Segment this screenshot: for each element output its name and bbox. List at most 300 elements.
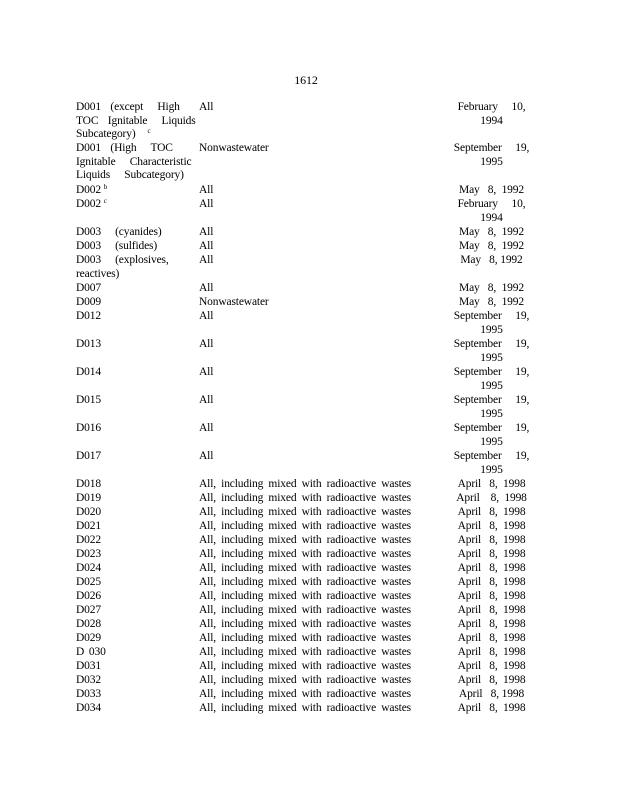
effective-date-cell xyxy=(445,520,538,534)
effective-date-cell xyxy=(445,184,538,198)
effective-date: February 10, xyxy=(457,101,526,113)
applicability-cell: All xyxy=(199,422,214,434)
applicability-word: with xyxy=(301,492,322,504)
applicability-word: mixed xyxy=(268,618,297,630)
waste-code-cell xyxy=(76,604,199,618)
effective-date: May 8, 1992 xyxy=(459,184,524,196)
applicability-word: including xyxy=(221,548,264,560)
waste-code-cell xyxy=(76,450,199,464)
effective-date: April 8, 1998 xyxy=(457,604,526,616)
applicability-cell xyxy=(199,646,411,660)
applicability-cell: All xyxy=(199,310,214,322)
applicability-word: All, xyxy=(199,618,216,630)
waste-code: D034 xyxy=(76,702,101,714)
table-row xyxy=(76,632,538,646)
waste-code: D014 xyxy=(76,366,101,378)
waste-code: D003 (cyanides) xyxy=(76,226,162,238)
table-row xyxy=(76,282,538,296)
applicability-word: mixed xyxy=(268,604,297,616)
applicability-word: All, xyxy=(199,492,216,504)
table-row xyxy=(76,604,538,618)
table-row xyxy=(76,240,538,254)
applicability-word: wastes xyxy=(381,618,411,630)
waste-code: D015 xyxy=(76,394,101,406)
waste-code: D017 xyxy=(76,450,101,462)
applicability-word: wastes xyxy=(381,520,411,532)
applicability-word: with xyxy=(301,590,322,602)
waste-code: D028 xyxy=(76,618,101,630)
waste-code-cell xyxy=(76,688,199,702)
applicability-word: radioactive xyxy=(326,562,377,574)
applicability-word: radioactive xyxy=(326,674,377,686)
effective-date: April 8, 1998 xyxy=(457,618,526,630)
applicability-cell: All xyxy=(199,254,214,266)
waste-code: D009 xyxy=(76,296,101,308)
effective-date-cell xyxy=(445,674,538,688)
applicability-word: wastes xyxy=(381,646,411,658)
applicability-cell: All xyxy=(199,184,214,196)
applicability-cell: All xyxy=(199,226,214,238)
applicability-word: wastes xyxy=(381,576,411,588)
applicability-word: with xyxy=(301,618,322,630)
waste-code: D027 xyxy=(76,604,101,616)
effective-date: April 8, 1998 xyxy=(457,660,526,672)
effective-date-cell xyxy=(445,660,538,674)
applicability-word: All, xyxy=(199,520,216,532)
applicability-word: All, xyxy=(199,646,216,658)
table-row xyxy=(76,702,538,716)
waste-code: D002 xyxy=(76,184,101,196)
applicability-word: including xyxy=(221,562,264,574)
applicability-word: wastes xyxy=(381,492,411,504)
effective-date: May 8, 1992 xyxy=(459,282,524,294)
table-row xyxy=(76,646,538,660)
applicability-word: mixed xyxy=(268,478,297,490)
applicability-word: with xyxy=(301,506,322,518)
waste-code: D018 xyxy=(76,478,101,490)
applicability-word: with xyxy=(301,562,322,574)
effective-date: September 19, xyxy=(453,366,530,378)
table-row xyxy=(76,590,538,604)
waste-code: D022 xyxy=(76,534,101,546)
waste-code-cell xyxy=(76,422,199,436)
effective-date: April 8, 1998 xyxy=(457,646,526,658)
applicability-word: wastes xyxy=(381,674,411,686)
waste-code-cell xyxy=(76,660,199,674)
applicability-word: radioactive xyxy=(326,618,377,630)
table-row xyxy=(76,562,538,576)
applicability-word: All, xyxy=(199,632,216,644)
waste-code-cell xyxy=(76,282,199,296)
waste-code-cell xyxy=(76,548,199,562)
applicability-word: including xyxy=(221,604,264,616)
applicability-word: mixed xyxy=(268,688,297,700)
applicability-word: All, xyxy=(199,702,216,714)
waste-code: D031 xyxy=(76,660,101,672)
table-row xyxy=(76,184,538,198)
effective-date: May 8, 1992 xyxy=(459,240,524,252)
applicability-word: including xyxy=(221,632,264,644)
applicability-cell xyxy=(199,562,411,576)
table-row xyxy=(76,254,538,282)
applicability-word: mixed xyxy=(268,590,297,602)
applicability-word: mixed xyxy=(268,506,297,518)
applicability-word: radioactive xyxy=(326,576,377,588)
applicability-cell: All xyxy=(199,198,214,210)
applicability-word: radioactive xyxy=(326,604,377,616)
table-row xyxy=(76,338,538,366)
waste-code: D002 xyxy=(76,198,101,210)
applicability-word: radioactive xyxy=(326,520,377,532)
effective-date-year: 1995 xyxy=(480,379,503,392)
applicability-cell xyxy=(199,534,411,548)
waste-code: D023 xyxy=(76,548,101,560)
applicability-word: wastes xyxy=(381,702,411,714)
waste-code-cell xyxy=(76,296,199,310)
waste-code-cell xyxy=(76,142,199,183)
table-row xyxy=(76,618,538,632)
effective-date-cell xyxy=(445,562,538,576)
effective-date-cell xyxy=(445,702,538,716)
applicability-word: All, xyxy=(199,576,216,588)
applicability-word: mixed xyxy=(268,492,297,504)
table-row xyxy=(76,101,538,142)
effective-date-cell xyxy=(445,450,538,477)
applicability-word: radioactive xyxy=(326,534,377,546)
effective-date: September 19, xyxy=(453,422,530,434)
applicability-word: All, xyxy=(199,548,216,560)
waste-code-cell xyxy=(76,646,199,660)
applicability-word: with xyxy=(301,702,322,714)
effective-date-cell xyxy=(445,254,538,268)
applicability-word: including xyxy=(221,478,264,490)
effective-date: September 19, xyxy=(453,310,530,322)
applicability-word: wastes xyxy=(381,548,411,560)
waste-code: D 030 xyxy=(76,646,106,658)
applicability-word: radioactive xyxy=(326,548,377,560)
applicability-word: All, xyxy=(199,506,216,518)
applicability-word: wastes xyxy=(381,604,411,616)
effective-date: May 8, 1992 xyxy=(459,296,524,308)
waste-code: D016 xyxy=(76,422,101,434)
applicability-word: with xyxy=(301,646,322,658)
effective-date-cell xyxy=(445,422,538,449)
table-row xyxy=(76,520,538,534)
waste-code: D003 (sulfides) xyxy=(76,240,158,252)
waste-code-cell xyxy=(76,618,199,632)
effective-date: September 19, xyxy=(453,450,530,462)
footnote-marker: c xyxy=(103,197,107,205)
waste-code: D026 xyxy=(76,590,101,602)
applicability-cell: All xyxy=(199,366,214,378)
effective-date: April 8, 1998 xyxy=(457,702,526,714)
table-row xyxy=(76,296,538,310)
applicability-word: All, xyxy=(199,590,216,602)
applicability-word: mixed xyxy=(268,702,297,714)
applicability-word: mixed xyxy=(268,576,297,588)
applicability-cell: All xyxy=(199,282,214,294)
effective-date: April 8, 1998 xyxy=(457,520,526,532)
applicability-word: All, xyxy=(199,688,216,700)
table-row xyxy=(76,534,538,548)
effective-date: April 8, 1998 xyxy=(457,590,526,602)
applicability-word: radioactive xyxy=(326,492,377,504)
applicability-cell xyxy=(199,478,411,492)
effective-date: April 8, 1998 xyxy=(458,688,525,700)
waste-code-cell xyxy=(76,478,199,492)
table-row xyxy=(76,366,538,394)
effective-date-cell xyxy=(445,142,538,169)
applicability-word: with xyxy=(301,674,322,686)
effective-date-cell xyxy=(445,226,538,240)
effective-date-cell xyxy=(445,604,538,618)
waste-code: D020 xyxy=(76,506,101,518)
table-row xyxy=(76,198,538,226)
applicability-word: radioactive xyxy=(326,632,377,644)
effective-date-year: 1995 xyxy=(480,155,503,168)
waste-code: D007 xyxy=(76,282,101,294)
table-row xyxy=(76,478,538,492)
applicability-word: mixed xyxy=(268,632,297,644)
effective-date: September 19, xyxy=(453,338,530,350)
effective-date-cell xyxy=(445,688,538,702)
applicability-word: with xyxy=(301,548,322,560)
waste-code-cell xyxy=(76,632,199,646)
effective-date-cell xyxy=(445,240,538,254)
effective-date-year: 1994 xyxy=(480,211,503,224)
applicability-cell xyxy=(199,660,411,674)
table-row xyxy=(76,506,538,520)
applicability-cell: All xyxy=(199,450,214,462)
applicability-word: mixed xyxy=(268,534,297,546)
applicability-word: radioactive xyxy=(326,478,377,490)
waste-code: D019 xyxy=(76,492,101,504)
applicability-cell xyxy=(199,506,411,520)
effective-date-cell xyxy=(445,618,538,632)
waste-code-cell xyxy=(76,101,199,142)
applicability-word: with xyxy=(301,660,322,672)
waste-code-cell xyxy=(76,590,199,604)
effective-date-year: 1995 xyxy=(480,407,503,420)
table-row xyxy=(76,492,538,506)
applicability-word: All, xyxy=(199,604,216,616)
applicability-cell xyxy=(199,702,411,716)
applicability-word: wastes xyxy=(381,478,411,490)
effective-date-cell xyxy=(445,576,538,590)
waste-code: D012 xyxy=(76,310,101,322)
waste-code: D029 xyxy=(76,632,101,644)
applicability-word: wastes xyxy=(381,534,411,546)
waste-code-cell xyxy=(76,394,199,408)
effective-date: September 19, xyxy=(453,142,530,154)
effective-date-cell xyxy=(445,338,538,365)
applicability-word: mixed xyxy=(268,548,297,560)
waste-code-cell xyxy=(76,506,199,520)
applicability-cell xyxy=(199,674,411,688)
page-number: 1612 xyxy=(294,73,318,87)
applicability-word: mixed xyxy=(268,562,297,574)
waste-code-cell xyxy=(76,198,199,212)
applicability-word: including xyxy=(221,492,264,504)
waste-code-cell xyxy=(76,254,199,281)
applicability-word: including xyxy=(221,702,264,714)
waste-code: D025 xyxy=(76,576,101,588)
effective-date: April 8, 1998 xyxy=(457,534,526,546)
effective-date-cell xyxy=(445,282,538,296)
table-row xyxy=(76,310,538,338)
applicability-word: with xyxy=(301,604,322,616)
effective-date-cell xyxy=(445,394,538,421)
applicability-word: with xyxy=(301,576,322,588)
applicability-word: including xyxy=(221,520,264,532)
effective-date: April 8, 1998 xyxy=(457,632,526,644)
applicability-word: radioactive xyxy=(326,506,377,518)
applicability-word: including xyxy=(221,576,264,588)
table-row xyxy=(76,688,538,702)
waste-code-cell xyxy=(76,492,199,506)
effective-date-cell xyxy=(445,548,538,562)
applicability-word: wastes xyxy=(381,506,411,518)
applicability-cell xyxy=(199,590,411,604)
effective-date: May 8, 1992 xyxy=(460,254,523,266)
waste-code: D033 xyxy=(76,688,101,700)
applicability-word: All, xyxy=(199,674,216,686)
table-row xyxy=(76,422,538,450)
applicability-word: mixed xyxy=(268,660,297,672)
waste-code: D001 (High TOC Ignitable Characteristic Liquids Subcategory) xyxy=(76,142,192,182)
applicability-cell xyxy=(199,688,411,702)
applicability-word: wastes xyxy=(381,562,411,574)
waste-code-cell xyxy=(76,184,199,198)
waste-code-cell xyxy=(76,366,199,380)
applicability-word: mixed xyxy=(268,646,297,658)
applicability-word: including xyxy=(221,660,264,672)
effective-date-year: 1995 xyxy=(480,351,503,364)
waste-code: D003 (explosives, reactives) xyxy=(76,254,169,280)
applicability-cell: All xyxy=(199,101,214,113)
applicability-word: wastes xyxy=(381,688,411,700)
effective-date: April 8, 1998 xyxy=(456,492,527,504)
effective-dates-table xyxy=(76,101,538,716)
table-row xyxy=(76,142,538,184)
waste-code: D032 xyxy=(76,674,101,686)
applicability-cell xyxy=(199,604,411,618)
effective-date-cell xyxy=(445,646,538,660)
applicability-cell: All xyxy=(199,394,214,406)
effective-date: April 8, 1998 xyxy=(457,576,526,588)
table-row xyxy=(76,674,538,688)
effective-date-year: 1995 xyxy=(480,463,503,476)
footnote-marker: c xyxy=(147,127,151,136)
effective-date-cell xyxy=(445,310,538,337)
applicability-cell: All xyxy=(199,240,214,252)
waste-code: D001 (except High TOC Ignitable Liquids Subcategory) xyxy=(76,101,196,141)
applicability-word: with xyxy=(301,632,322,644)
effective-date-cell xyxy=(445,492,538,506)
applicability-cell xyxy=(199,632,411,646)
applicability-cell: Nonwastewater xyxy=(199,296,269,308)
applicability-word: wastes xyxy=(381,632,411,644)
waste-code: D024 xyxy=(76,562,101,574)
applicability-word: including xyxy=(221,534,264,546)
table-row xyxy=(76,226,538,240)
effective-date-year: 1995 xyxy=(480,435,503,448)
applicability-cell: Nonwastewater xyxy=(199,142,269,154)
footnote-marker: b xyxy=(103,183,108,191)
applicability-word: radioactive xyxy=(326,590,377,602)
applicability-word: All, xyxy=(199,562,216,574)
applicability-word: mixed xyxy=(268,520,297,532)
effective-date: April 8, 1998 xyxy=(457,548,526,560)
waste-code: D013 xyxy=(76,338,101,350)
table-row xyxy=(76,394,538,422)
effective-date: September 19, xyxy=(453,394,530,406)
applicability-word: wastes xyxy=(381,660,411,672)
waste-code: D021 xyxy=(76,520,101,532)
applicability-word: mixed xyxy=(268,674,297,686)
effective-date-year: 1995 xyxy=(480,323,503,336)
effective-date: April 8, 1998 xyxy=(457,562,526,574)
waste-code-cell xyxy=(76,576,199,590)
applicability-word: including xyxy=(221,688,264,700)
applicability-word: including xyxy=(221,646,264,658)
applicability-word: All, xyxy=(199,660,216,672)
waste-code-wrap xyxy=(76,101,199,142)
effective-date-cell xyxy=(445,590,538,604)
applicability-cell xyxy=(199,520,411,534)
waste-code-cell xyxy=(76,702,199,716)
table-row xyxy=(76,548,538,562)
table-row xyxy=(76,576,538,590)
applicability-word: including xyxy=(221,674,264,686)
waste-code-cell xyxy=(76,338,199,352)
table-row xyxy=(76,660,538,674)
applicability-word: with xyxy=(301,688,322,700)
applicability-word: radioactive xyxy=(326,688,377,700)
effective-date-year: 1994 xyxy=(480,114,503,127)
applicability-word: including xyxy=(221,590,264,602)
applicability-cell xyxy=(199,576,411,590)
effective-date: February 10, xyxy=(457,198,526,210)
effective-date-cell xyxy=(445,296,538,310)
applicability-cell xyxy=(199,492,411,506)
effective-date-cell xyxy=(445,366,538,393)
waste-code-cell xyxy=(76,310,199,324)
effective-date-cell xyxy=(445,534,538,548)
applicability-word: radioactive xyxy=(326,646,377,658)
applicability-word: All, xyxy=(199,478,216,490)
applicability-cell xyxy=(199,618,411,632)
applicability-word: with xyxy=(301,478,322,490)
waste-code-cell xyxy=(76,534,199,548)
effective-date-cell xyxy=(445,632,538,646)
applicability-cell xyxy=(199,548,411,562)
waste-code-cell xyxy=(76,226,199,240)
applicability-word: with xyxy=(301,520,322,532)
waste-code-cell xyxy=(76,674,199,688)
applicability-word: All, xyxy=(199,534,216,546)
applicability-word: including xyxy=(221,618,264,630)
applicability-word: radioactive xyxy=(326,702,377,714)
effective-date: April 8, 1998 xyxy=(457,506,526,518)
effective-date: May 8, 1992 xyxy=(459,226,524,238)
effective-date-cell xyxy=(445,478,538,492)
table-row xyxy=(76,450,538,478)
effective-date: April 8, 1998 xyxy=(457,674,526,686)
effective-date-cell xyxy=(445,101,538,128)
effective-date: April 8, 1998 xyxy=(457,478,526,490)
applicability-word: with xyxy=(301,534,322,546)
